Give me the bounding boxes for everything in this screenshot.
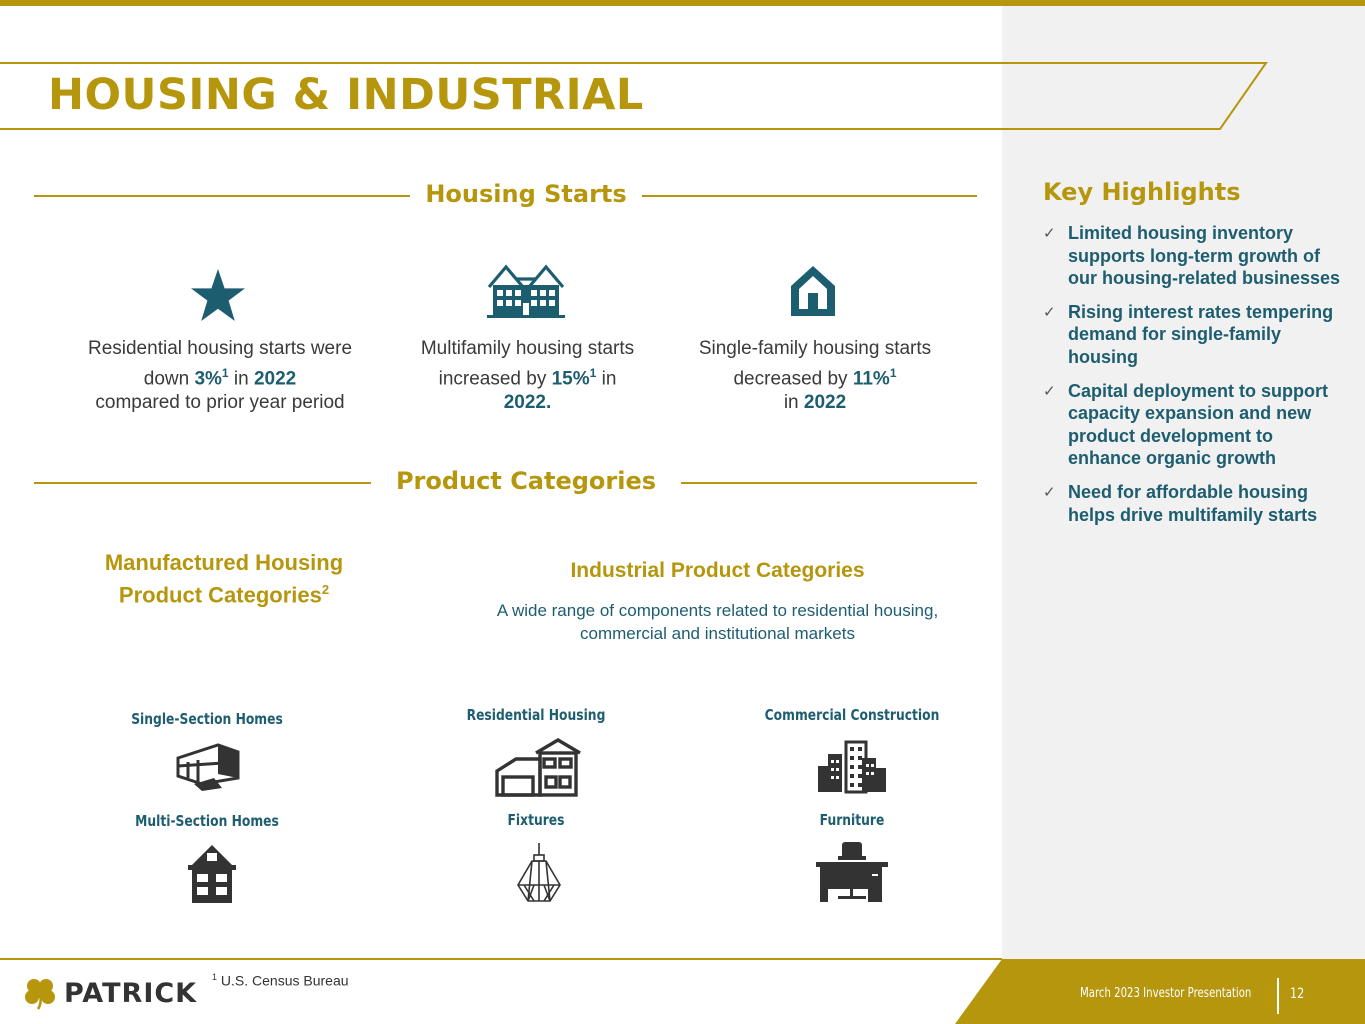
category-furniture: Furniture: [819, 811, 885, 829]
category-single-section-homes: Single-Section Homes: [131, 710, 283, 728]
stat-residential-starts: Residential housing starts were down 3%$^1$ in 2022 compared to prior year period: [87, 338, 353, 414]
multi-section-home-icon: [188, 843, 236, 905]
section-divider-right: [681, 482, 977, 484]
footer-separator: [1277, 978, 1279, 1014]
key-highlights-title: Key Highlights: [1043, 178, 1241, 206]
product-categories-heading: Product Categories: [395, 467, 657, 495]
stat-multifamily-starts: Multifamily housing starts increased by 15%$^1$ in 2022.: [420, 338, 635, 414]
checkmark-icon: ✓: [1043, 381, 1056, 400]
highlight-item: ✓ Capital deployment to support capacity expansion and new product development to enhance organic growth: [1043, 380, 1329, 469]
pendant-light-fixture-icon: [516, 843, 562, 905]
presentation-label: March 2023 Investor Presentation: [1080, 986, 1252, 1001]
office-desk-chair-icon: [816, 842, 888, 904]
section-divider-left: [34, 482, 371, 484]
section-divider-left: [34, 195, 410, 197]
category-multi-section-homes: Multi-Section Homes: [135, 812, 279, 830]
house-icon: [789, 264, 837, 318]
checkmark-icon: ✓: [1043, 482, 1056, 501]
highlight-item: ✓ Limited housing inventory supports long-term growth of our housing-related businesses: [1043, 223, 1341, 289]
section-divider-right: [642, 195, 977, 197]
star-icon: [190, 269, 246, 323]
category-commercial-construction: Commercial Construction: [764, 706, 940, 724]
key-highlights-list: [1043, 222, 1343, 537]
page-number: 12: [1290, 986, 1305, 1002]
highlight-item: ✓ Rising interest rates tempering demand for single-family housing: [1043, 301, 1334, 367]
manufactured-housing-title: Manufactured Housing Product Categories$^2$: [104, 550, 344, 608]
category-fixtures: Fixtures: [507, 811, 565, 829]
industrial-categories-description: A wide range of components related to residential housing, commercial and institutional markets: [496, 601, 939, 643]
multifamily-buildings-icon: [486, 263, 566, 319]
industrial-categories-title: Industrial Product Categories: [570, 559, 865, 582]
stat-single-family-starts: Single-family housing starts decreased by 11%$^1$ in 2022: [698, 338, 932, 414]
highlight-item: ✓ Need for affordable housing helps drive multifamily starts: [1043, 481, 1318, 525]
single-section-home-icon: [174, 740, 240, 792]
category-residential-housing: Residential Housing: [466, 706, 606, 724]
housing-starts-heading: Housing Starts: [425, 180, 627, 208]
checkmark-icon: ✓: [1043, 224, 1056, 242]
checkmark-icon: ✓: [1043, 302, 1056, 321]
footnote: $^1$ U.S. Census Bureau: [212, 972, 349, 989]
commercial-buildings-icon: [816, 738, 888, 794]
residential-housing-icon: [494, 737, 582, 797]
clover-logo-icon: [22, 976, 58, 1010]
logo-wordmark: PATRICK: [64, 977, 198, 1009]
page-title: HOUSING & INDUSTRIAL: [48, 70, 644, 120]
footer-divider: [0, 958, 1002, 960]
patrick-logo: [22, 976, 197, 1010]
